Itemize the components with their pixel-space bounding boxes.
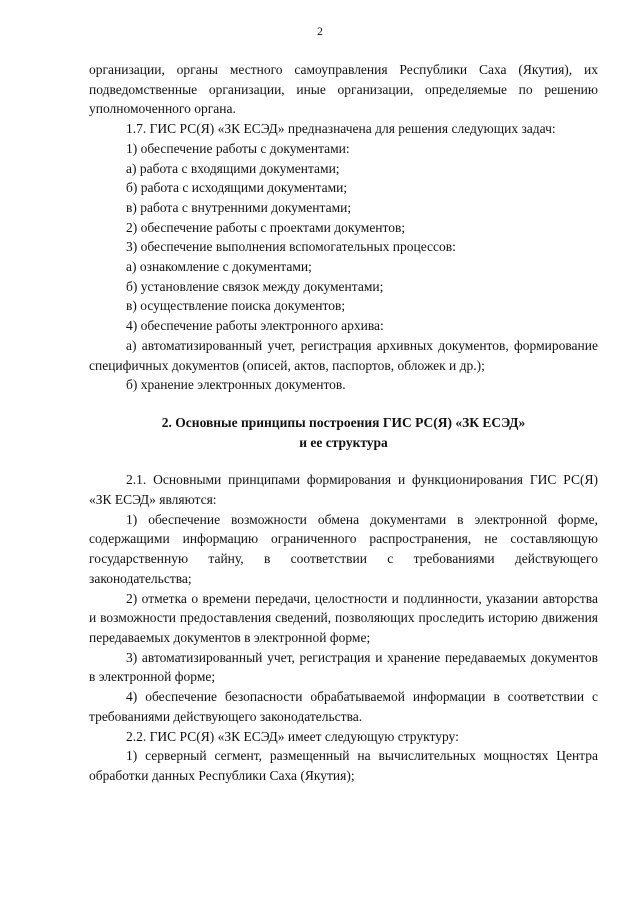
paragraph-2-2: 2.2. ГИС РС(Я) «ЗК ЕСЭД» имеет следующую структуру: bbox=[126, 728, 459, 744]
list-item: 4) обеспечение безопасности обрабатываемой информации в соответствии с требованиями действующего законодательства. bbox=[89, 689, 598, 724]
list-item: в) осуществление поиска документов; bbox=[126, 298, 346, 314]
list-item: а) работа с входящими документами; bbox=[126, 160, 340, 176]
list-item: 1) обеспечение возможности обмена документами в электронной форме, содержащими информацию ограниченного распространения, не составляющую государственную тайну, в соответствии с требованиями действующего законодательства; bbox=[89, 511, 598, 586]
paragraphs-before bbox=[89, 60, 598, 395]
page-number: 2 bbox=[317, 26, 323, 38]
list-item: 1) серверный сегмент, размещенный на вычислительных мощностях Центра обработки данных Республики Саха (Якутия); bbox=[89, 748, 598, 783]
section-heading-line-1: 2. Основные принципы построения ГИС РС(Я) «ЗК ЕСЭД» bbox=[161, 414, 526, 430]
list-item: а) автоматизированный учет, регистрация архивных документов, формирование специфичных документов (описей, актов, паспортов, обложек и др.); bbox=[89, 337, 598, 373]
list-item: 3) автоматизированный учет, регистрация и хранение передаваемых документов в электронной форме; bbox=[89, 649, 598, 685]
list-item: б) работа с исходящими документами; bbox=[126, 180, 348, 196]
list-item: 2) отметка о времени передачи, целостности и подлинности, указании авторства и возможности предоставления сведений, позволяющих проследить историю движения передаваемых документов в электронной форме; bbox=[89, 590, 598, 645]
list-item: в) работа с внутренними документами; bbox=[126, 199, 352, 215]
list-item: 3) обеспечение выполнения вспомогательных процессов: bbox=[126, 239, 456, 255]
list-item: б) установление связок между документами; bbox=[126, 278, 384, 294]
list-item: б) хранение электронных документов. bbox=[126, 377, 346, 393]
list-item: 4) обеспечение работы электронного архива: bbox=[126, 318, 384, 334]
paragraph-2-1: 2.1. Основными принципами формирования и функционирования ГИС РС(Я) «ЗК ЕСЭД» являются: bbox=[89, 472, 598, 508]
section-heading-line-2: и ее структура bbox=[299, 434, 388, 450]
paragraphs-after bbox=[89, 470, 598, 785]
list-item: 2) обеспечение работы с проектами документов; bbox=[126, 219, 406, 235]
paragraph-1-7: 1.7. ГИС РС(Я) «ЗК ЕСЭД» предназначена для решения следующих задач: bbox=[126, 121, 556, 137]
document-body bbox=[89, 60, 598, 786]
section-heading bbox=[89, 413, 598, 452]
paragraph-continuation: организации, органы местного самоуправления Республики Саха (Якутия), их подведомственные организации, иные организации, определяемые по решению уполномоченного органа. bbox=[89, 62, 598, 117]
list-item: а) ознакомление с документами; bbox=[126, 259, 312, 275]
list-item: 1) обеспечение работы с документами: bbox=[126, 140, 350, 156]
